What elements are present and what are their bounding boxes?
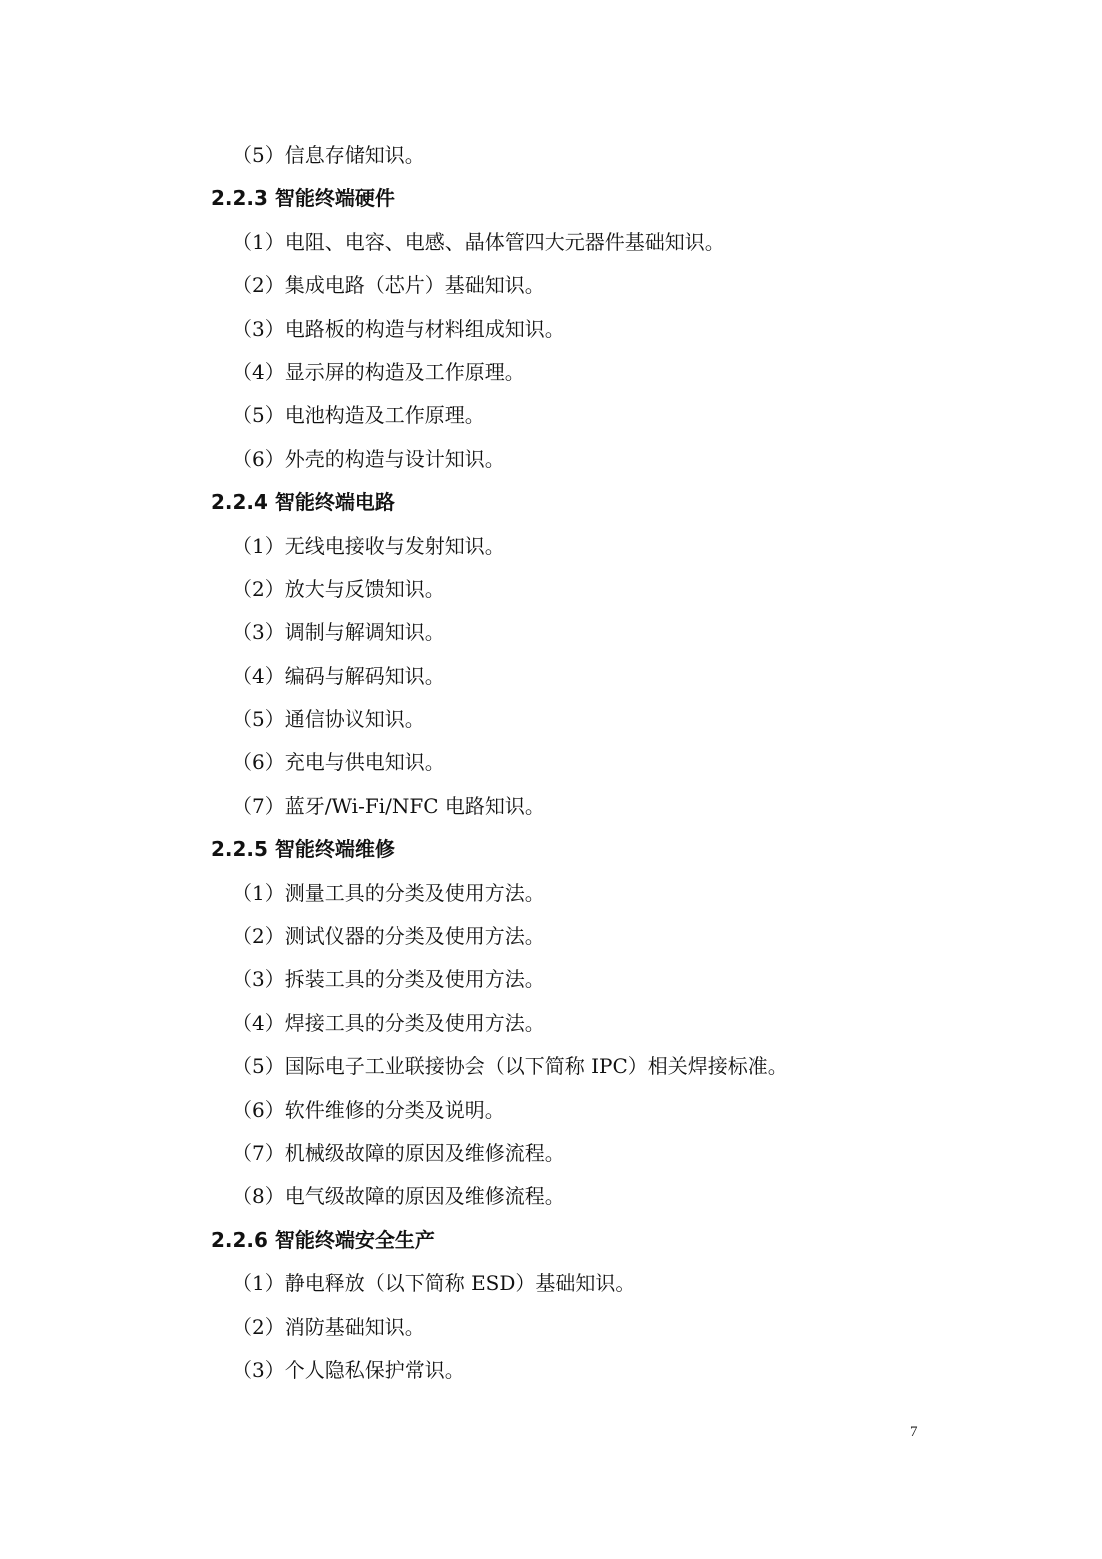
list-item: （6）充电与供电知识。 <box>232 750 445 775</box>
list-item: （2）测试仪器的分类及使用方法。 <box>232 924 545 949</box>
list-item: （2）集成电路（芯片）基础知识。 <box>232 273 545 298</box>
section-heading-2-2-4: 2.2.4 智能终端电路 <box>211 490 395 515</box>
list-item: （1）电阻、电容、电感、晶体管四大元器件基础知识。 <box>232 229 725 254</box>
list-item: （4）显示屏的构造及工作原理。 <box>232 359 525 384</box>
list-item: （2）放大与反馈知识。 <box>232 576 445 601</box>
list-item: （5）国际电子工业联接协会（以下简称 IPC）相关焊接标准。 <box>232 1054 788 1079</box>
list-item: （3）调制与解调知识。 <box>232 620 445 645</box>
section-heading-2-2-3: 2.2.3 智能终端硬件 <box>211 186 395 211</box>
list-item: （4）编码与解码知识。 <box>232 663 445 688</box>
list-item: （5）通信协议知识。 <box>232 707 425 732</box>
list-item: （3）电路板的构造与材料组成知识。 <box>232 316 565 341</box>
list-item: （1）无线电接收与发射知识。 <box>232 533 505 558</box>
list-item: （7）机械级故障的原因及维修流程。 <box>232 1140 565 1165</box>
list-item: （5）信息存储知识。 <box>232 143 425 167</box>
list-item: （1）测量工具的分类及使用方法。 <box>232 880 545 905</box>
list-item: （3）拆装工具的分类及使用方法。 <box>232 967 545 992</box>
list-item: （8）电气级故障的原因及维修流程。 <box>232 1184 565 1209</box>
list-item: （5）电池构造及工作原理。 <box>232 403 485 428</box>
list-item: （4）焊接工具的分类及使用方法。 <box>232 1010 545 1035</box>
list-item: （3）个人隐私保护常识。 <box>232 1357 465 1382</box>
section-heading-2-2-5: 2.2.5 智能终端维修 <box>211 837 395 862</box>
section-heading-2-2-6: 2.2.6 智能终端安全生产 <box>211 1227 435 1252</box>
list-item: （2）消防基础知识。 <box>232 1314 425 1339</box>
list-item: （7）蓝牙/Wi-Fi/NFC 电路知识。 <box>232 793 545 818</box>
list-item: （6）软件维修的分类及说明。 <box>232 1097 505 1122</box>
page-number: 7 <box>910 1424 918 1440</box>
document-body <box>0 134 1102 1392</box>
list-item: （6）外壳的构造与设计知识。 <box>232 446 505 471</box>
list-item: （1）静电释放（以下简称 ESD）基础知识。 <box>232 1271 636 1296</box>
